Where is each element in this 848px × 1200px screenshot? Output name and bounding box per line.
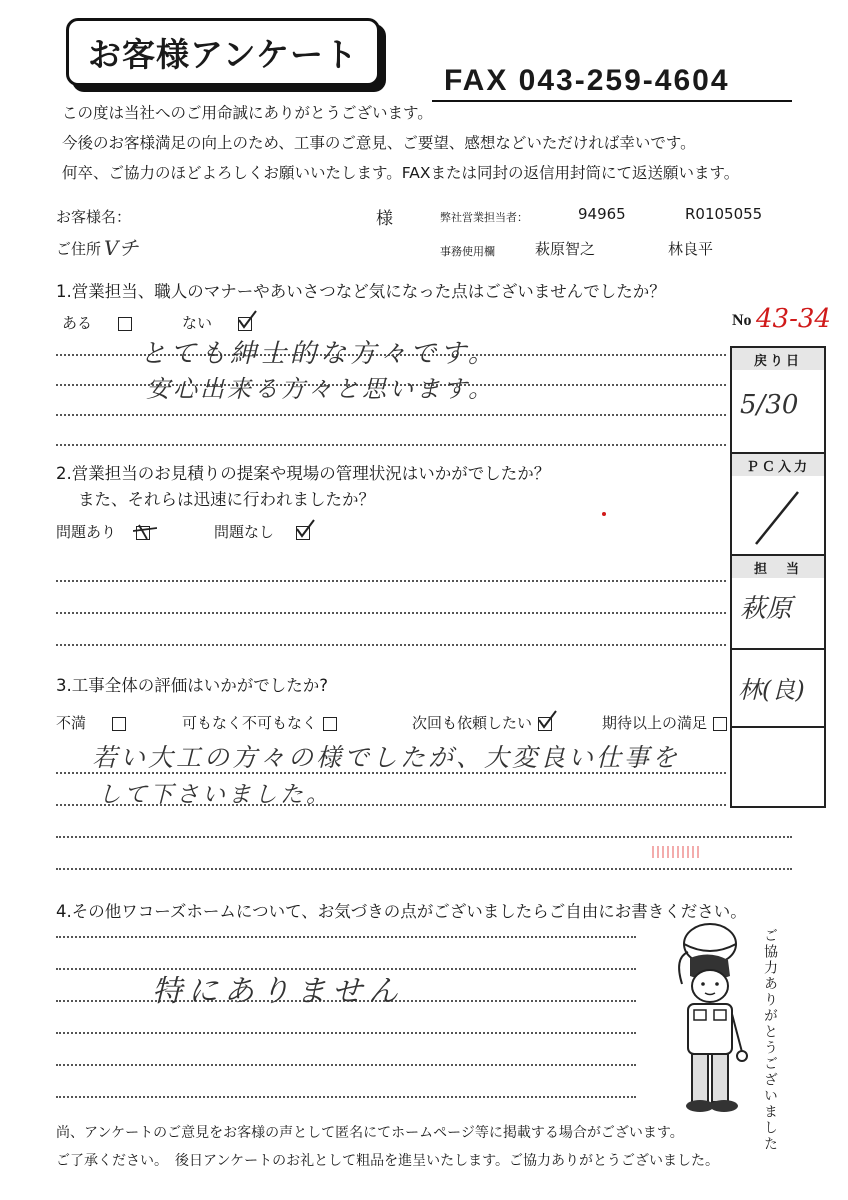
tanto-name-1: 萩原 bbox=[740, 594, 793, 624]
question-3: 3.工事全体の評価はいかがでしたか? bbox=[56, 676, 329, 695]
answer-line bbox=[56, 936, 636, 938]
tanto-name-2: 林(良) bbox=[738, 676, 805, 704]
checkbox-checked[interactable] bbox=[296, 526, 310, 540]
staff-name-2: 林良平 bbox=[668, 240, 714, 258]
tanto-header: 担 当 bbox=[732, 556, 824, 578]
question-4: 4.その他ワコーズホームについて、お気づきの点がございましたらご自由にお書きください。 bbox=[56, 902, 747, 921]
fax-underline bbox=[432, 100, 792, 102]
question-1: 1.営業担当、職人のマナーやあいさつなど気になった点はございませんでしたか？ bbox=[56, 282, 666, 301]
red-smudge bbox=[652, 846, 702, 858]
q1-answer-line-2: 安心出来る方々と思います。 bbox=[146, 375, 496, 403]
q3-option-kamonaku[interactable]: 可もなく不可もなく bbox=[182, 712, 337, 733]
return-date-value: 5/30 bbox=[740, 390, 799, 420]
staff-id: 94965 bbox=[578, 205, 626, 223]
check-mark-icon bbox=[295, 519, 315, 539]
fax-number: FAX 043-259-4604 bbox=[444, 64, 730, 97]
slash-mark-icon bbox=[752, 488, 802, 548]
thanks-vertical-text: ご協力ありがとうございました bbox=[762, 928, 778, 1152]
checkbox[interactable] bbox=[118, 317, 132, 331]
checkbox-checked[interactable] bbox=[538, 717, 552, 731]
staff-name: 萩原智之 bbox=[535, 240, 596, 258]
table-divider bbox=[732, 648, 824, 650]
table-divider bbox=[732, 726, 824, 728]
q1-option-nai[interactable]: ない bbox=[182, 312, 252, 333]
answer-line bbox=[56, 1064, 636, 1066]
q2-option-mondai-ari[interactable]: 問題あり bbox=[56, 521, 150, 542]
answer-line bbox=[56, 868, 792, 870]
answer-line bbox=[56, 836, 792, 838]
checkbox[interactable] bbox=[713, 717, 727, 731]
checkbox-crossed[interactable] bbox=[136, 526, 150, 540]
intro-line-2: 今後のお客様満足の向上のため、工事のご意見、ご要望、感想などいただければ幸いです。 bbox=[62, 134, 696, 152]
check-mark-icon bbox=[537, 710, 557, 730]
checkbox-checked[interactable] bbox=[238, 317, 252, 331]
honorific-sama: 様 bbox=[376, 209, 393, 229]
return-date-header: 戻り日 bbox=[732, 348, 824, 370]
answer-line bbox=[56, 612, 726, 614]
intro-line-3: 何卒、ご協力のほどよろしくお願いいたします。FAXまたは同封の返信用封筒にて返送願います。 bbox=[62, 164, 740, 182]
no-label: No bbox=[732, 312, 752, 329]
address-handwritten: Vチ bbox=[104, 236, 139, 260]
q2-option-mondai-nashi[interactable]: 問題なし bbox=[214, 521, 310, 542]
question-2: 2.営業担当のお見積りの提案や現場の管理状況はいかがでしたか？ bbox=[56, 464, 551, 483]
worker-illustration bbox=[652, 914, 756, 1114]
cross-out-icon bbox=[133, 523, 157, 541]
q1-option-aru[interactable]: ある bbox=[62, 312, 132, 333]
q3-option-fuman[interactable]: 不満 bbox=[56, 712, 126, 733]
intro-line-1: この度は当社へのご用命誠にありがとうございます。 bbox=[62, 104, 433, 122]
survey-title: お客様アンケート bbox=[66, 18, 380, 86]
answer-line bbox=[56, 1096, 636, 1098]
q3-answer-line-1: 若い大工の方々の様でしたが、大変良い仕事を bbox=[92, 743, 681, 772]
customer-name-label: お客様名： bbox=[56, 208, 132, 226]
answer-line bbox=[56, 644, 726, 646]
footer-line-2: ご了承ください。 後日アンケートのお礼として粗品を進呈いたします。ご協力ありがとうございました。 bbox=[56, 1153, 720, 1169]
check-mark-icon bbox=[237, 310, 257, 330]
office-use-label: 事務使用欄 bbox=[440, 245, 495, 258]
checkbox[interactable] bbox=[112, 717, 126, 731]
office-side-table bbox=[730, 346, 826, 808]
staff-label: 弊社営業担当者： bbox=[440, 211, 528, 224]
footer-line-1: 尚、アンケートのご意見をお客様の声として匿名にてホームページ等に掲載する場合がございます。 bbox=[56, 1125, 684, 1141]
q3-option-kitai[interactable]: 期待以上の満足 bbox=[602, 712, 727, 733]
q3-answer-line-2: して下さいました。 bbox=[98, 782, 332, 808]
q3-option-jikai[interactable]: 次回も依頼したい bbox=[412, 712, 552, 733]
answer-line bbox=[56, 580, 726, 582]
answer-line bbox=[56, 414, 726, 416]
question-2-sub: また、それらは迅速に行われましたか？ bbox=[78, 490, 375, 509]
answer-line bbox=[56, 444, 726, 446]
answer-line bbox=[56, 1032, 636, 1034]
address-label: ご住所 bbox=[56, 240, 102, 258]
q1-answer-line-1: とても紳士的な方々です。 bbox=[140, 339, 498, 369]
staff-code: R0105055 bbox=[685, 205, 763, 223]
pc-input-header: ＰＣ入力 bbox=[732, 454, 824, 476]
q4-answer: 特にありません bbox=[152, 974, 404, 1009]
red-dot bbox=[602, 512, 606, 516]
no-value: 43-34 bbox=[756, 304, 831, 334]
checkbox[interactable] bbox=[323, 717, 337, 731]
